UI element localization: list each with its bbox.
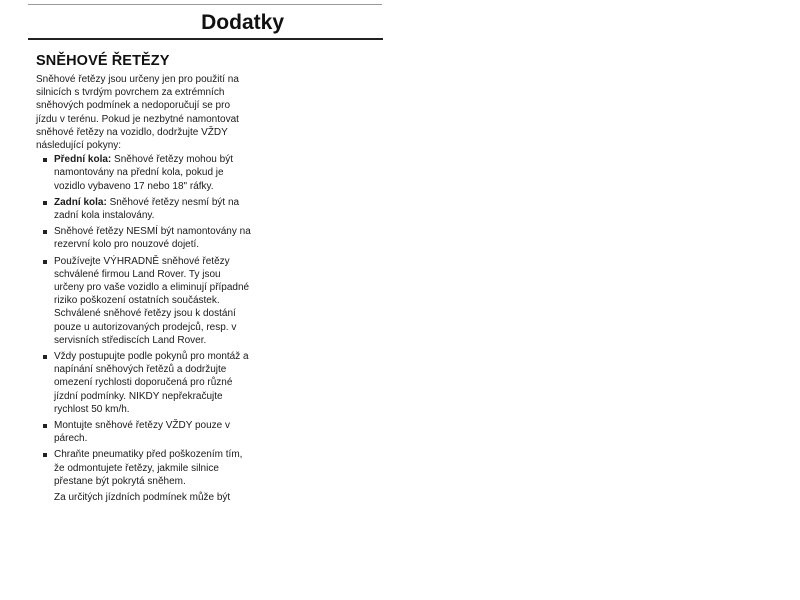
item-text: Vždy postupujte podle pokynů pro montáž a napínání sněhových řetězů a dodržujte omezení rychlosti doporučená pro různé jízdní podmínky. NIKDY nepřekračujte rychlost 50 km/h. bbox=[54, 351, 249, 415]
bullet-icon bbox=[43, 230, 47, 234]
item-lead: Přední kola: bbox=[54, 154, 112, 166]
item-lead: Zadní kola: bbox=[54, 196, 107, 208]
bullet-icon bbox=[43, 158, 47, 162]
bullet-icon bbox=[43, 355, 47, 359]
bullet-icon bbox=[43, 424, 47, 428]
list-item bbox=[36, 448, 251, 488]
instruction-list bbox=[36, 153, 251, 488]
item-text: Sněhové řetězy NESMÍ být namontovány na rezervní kolo pro nouzové dojetí. bbox=[54, 226, 251, 251]
bullet-icon bbox=[43, 453, 47, 457]
item-text: Chraňte pneumatiky před poškozením tím, že odmontujete řetězy, jakmile silnice přestane být pokrytá sněhem. bbox=[54, 449, 243, 487]
snow-chains-section bbox=[36, 52, 251, 504]
item-text: Montujte sněhové řetězy VŽDY pouze v párech. bbox=[54, 420, 231, 445]
trailing-text: Za určitých jízdních podmínek může být bbox=[54, 492, 231, 504]
list-item bbox=[36, 225, 251, 251]
list-item bbox=[36, 419, 251, 445]
list-item bbox=[36, 350, 251, 416]
title-rule bbox=[28, 38, 383, 40]
section-title: SNĚHOVÉ ŘETĚZY bbox=[36, 53, 170, 69]
item-text: Používejte VÝHRADNĚ sněhové řetězy schválené firmou Land Rover. Ty jsou určeny pro vaše vozidlo a eliminují případné riziko poškození ostatních součástek. Schválené sněhové řetězy jsou k dostání pouze u autorizovaných prodejců, resp. v servisních střediscích Land Rover. bbox=[54, 255, 250, 346]
page-title: Dodatky bbox=[201, 11, 284, 34]
list-item bbox=[36, 153, 251, 193]
bullet-icon bbox=[43, 201, 47, 205]
top-border-line bbox=[28, 4, 382, 5]
bullet-icon bbox=[43, 260, 47, 264]
list-item bbox=[36, 196, 251, 222]
intro-paragraph: Sněhové řetězy jsou určeny jen pro použití na silnicích s tvrdým povrchem za extrémních sněhových podmínek a nedoporučují se pro jízdu v terénu. Pokud je nezbytné namontovat sněhové řetězy na vozidlo, dodržujte VŽDY následující pokyny: bbox=[36, 74, 239, 152]
list-item bbox=[36, 255, 251, 347]
item-text: Sněhové řetězy nesmí být na zadní kola instalovány. bbox=[54, 196, 240, 222]
item-text: Sněhové řetězy mohou být namontovány na přední kola, pokud je vozidlo vybaveno 17 nebo 18" ráfky. bbox=[54, 154, 233, 192]
